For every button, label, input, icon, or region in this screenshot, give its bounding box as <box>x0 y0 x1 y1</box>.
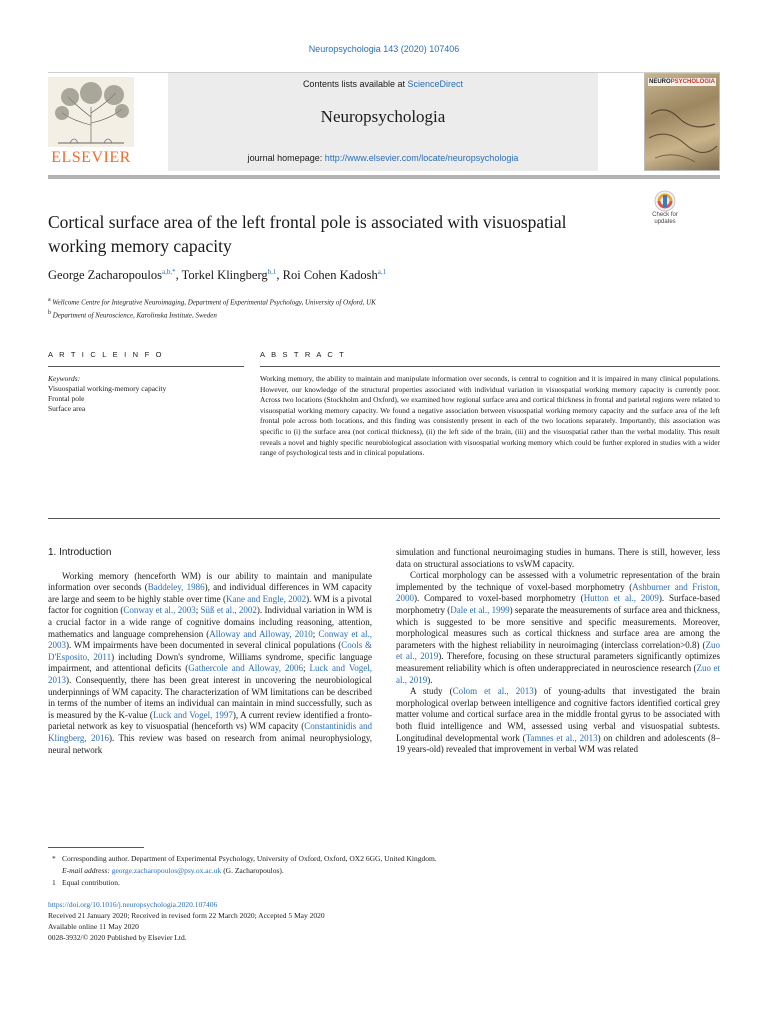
footnote-text: Corresponding author. Department of Experimental Psychology, University of Oxford, Oxford, OX2 6GG, United Kingdom. <box>62 854 437 863</box>
body-text: ; <box>303 663 310 674</box>
reference-link[interactable]: Conway et al., 2003 <box>123 605 196 616</box>
journal-citation[interactable]: Neuropsychologia 143 (2020) 107406 <box>308 44 460 54</box>
article-info-divider <box>48 366 244 367</box>
cover-artwork <box>645 74 719 170</box>
intro-paragraph-2 <box>396 570 720 686</box>
reference-link[interactable]: Zuo et al., 2019 <box>396 662 720 685</box>
reference-link[interactable]: Baddeley, 1986 <box>147 582 205 593</box>
email-suffix: (G. Zacharopoulos). <box>223 866 284 875</box>
journal-banner <box>168 73 598 171</box>
author-affil-mark[interactable]: a,1 <box>377 268 387 276</box>
body-text: A study ( <box>410 686 453 697</box>
homepage-line <box>168 153 598 163</box>
abstract-bottom-divider <box>48 518 720 519</box>
body-text: ). WM is a pivotal factor for cognition ( <box>48 593 372 616</box>
body-text: Cortical morphology can be assessed with a volumetric representation of the brain implemented by the technique of voxel-based morphometry ( <box>396 570 720 592</box>
contents-prefix: Contents lists available at <box>302 79 405 89</box>
keyword-item: Visuospatial working-memory capacity <box>48 384 167 393</box>
reference-link[interactable]: Cools & D'Esposito, 2011 <box>48 640 372 662</box>
available-online: Available online 11 May 2020 <box>48 922 139 931</box>
received-dates: Received 21 January 2020; Received in revised form 22 March 2020; Accepted 5 May 2020 <box>48 911 325 920</box>
sciencedirect-link[interactable]: ScienceDirect <box>407 79 464 89</box>
affiliation-mark: b <box>48 310 51 317</box>
reference-link[interactable]: Conway et al., 2003 <box>48 628 372 651</box>
reference-link[interactable]: Constantinidis and Klingberg, 2016 <box>48 721 372 743</box>
body-text: ). Surface-based morphometry ( <box>396 593 720 615</box>
author-name[interactable]: Roi Cohen Kadosh <box>282 268 378 283</box>
author-name[interactable]: George Zacharopoulos <box>48 268 162 283</box>
body-text: ). Therefore, focusing on these structural parameters significantly optimizes measurement reliability which is often underappreciated in neuroscience research ( <box>396 651 720 673</box>
reference-link[interactable]: Kane and Engle, 2002 <box>225 593 307 604</box>
reference-link[interactable]: Alloway and Alloway, 2010 <box>209 628 313 639</box>
body-text: ). <box>427 674 433 685</box>
abstract-text: Working memory, the ability to maintain and manipulate information over seconds, is central to cognition and it is impaired in many clinical populations. However, our knowledge of the structural properties associated with individual variation in visuospatial working memory capacity is currently poor. Across two locations (Stockholm and Oxford), we examined how regional surface area and cortical thickness in frontal and parietal regions were related to visuospatial working memory capacity. We found a negative association between visuospatial working memory capacity and the surface area of the left frontal pole across both locations, and this finding was consistently present in each of the two locations separately. Importantly, this association was specific to (i) the surface area (not cortical thickness), (ii) the left side of the brain, (iii) and the visuospatial rather than the verbal modality. This result reveals a novel and highly specific neurobiological association with visuospatial working memory which could be further explored in studies with a wider range of psychological tests and in clinical populations. <box>260 374 720 458</box>
cover-title-part1: NEURO <box>649 79 671 85</box>
keywords-label: Keywords: <box>48 374 81 383</box>
body-text: ). Consequently, there has been great interest in uncovering the neurobiological underpinnings of WM capacity. The characterization of WM limitations can be described in terms of the number of items an individual can maintain in mind successfully, such as is measured by the K-value ( <box>48 674 372 720</box>
reference-link[interactable]: Luck and Vogel, 1997 <box>152 709 233 720</box>
reference-link[interactable]: Süß et al., 2002 <box>200 605 257 616</box>
email-label: E-mail address: <box>62 866 110 875</box>
reference-link[interactable]: Dale et al., 1999 <box>450 604 510 615</box>
section-heading-introduction: 1. Introduction <box>48 547 112 558</box>
journal-title[interactable]: Neuropsychologia <box>320 107 446 126</box>
body-text: ). Compared to voxel-based morphometry ( <box>414 593 584 604</box>
crossmark-label: Check for updates <box>652 212 678 225</box>
abstract-heading: A B S T R A C T <box>260 350 346 359</box>
author-affil-mark[interactable]: b,1 <box>267 268 277 276</box>
contents-line <box>168 79 598 89</box>
intro-paragraph-continued: simulation and functional neuroimaging studies in humans. There is still, however, less data on structural associations to vsWM capacity. <box>396 547 720 569</box>
email-link[interactable]: george.zacharopoulos@psy.ox.ac.uk <box>111 866 222 875</box>
reference-link[interactable]: Zuo et al., 2019 <box>396 639 720 662</box>
body-text: ), A current review identified a fronto-parietal network as key to visuospatial (henceforth vs) WM capacity ( <box>48 709 372 732</box>
body-text: ) on children and adolescents (8–19 years-old) revealed that improvement in verbal WM was related <box>396 732 720 755</box>
publication-info <box>48 899 720 943</box>
body-text: ). WM impairments have been documented in several clinical populations ( <box>66 640 342 651</box>
footnote-text: Equal contribution. <box>62 878 120 887</box>
reference-link[interactable]: Tamnes et al., 2013 <box>525 732 598 743</box>
body-text: ; <box>312 628 319 639</box>
body-column-right <box>396 547 720 756</box>
footnote-equal <box>48 877 720 889</box>
homepage-label: journal homepage: <box>247 153 323 163</box>
keyword-item: Frontal pole <box>48 394 85 403</box>
body-text: ) separate the measurements of surface area and thickness, which is suggested to be more sensitive and specific measurements. Moreover, morphological measures such as cortical thickness and surface area are among the parameters with the highest reliability in neuroimaging (interclass correlation>0.8) ( <box>396 604 720 650</box>
check-for-updates-badge[interactable] <box>648 190 682 234</box>
keyword-item: Surface area <box>48 404 86 413</box>
abstract-divider <box>260 366 720 367</box>
copyright: 0028-3932/© 2020 Published by Elsevier Ltd. <box>48 933 187 942</box>
affiliation-mark: a <box>48 297 51 303</box>
reference-link[interactable]: Colom et al., 2013 <box>452 686 534 697</box>
body-text: ). This review was based on research from animal neurophysiology, neural network <box>48 732 372 755</box>
doi-link[interactable]: https://doi.org/10.1016/j.neuropsychologia.2020.107406 <box>48 900 218 909</box>
journal-cover-image[interactable] <box>644 73 720 171</box>
affiliation-text: Wellcome Centre for Integrative Neuroimaging, Department of Experimental Psychology, University of Oxford, UK <box>52 298 376 307</box>
reference-link[interactable]: Ashburner and Friston, 2000 <box>396 581 720 604</box>
body-text: ). Individual variation in WM is a crucial factor in a wide range of cognitive domains including reasoning, attention, mathematics and language comprehension ( <box>48 605 372 639</box>
footnote-corresponding <box>48 853 720 865</box>
affiliations <box>48 295 668 322</box>
elsevier-logo[interactable] <box>48 73 134 171</box>
footnote-mark: * <box>52 854 56 863</box>
crossmark-icon <box>648 190 682 212</box>
body-text: ), and individual differences in WM capacity are large and seem to be highly stable over time ( <box>48 582 372 604</box>
body-text: ; <box>195 605 201 616</box>
intro-paragraph-1 <box>48 571 372 757</box>
reference-link[interactable]: Hutton et al., 2009 <box>583 593 659 604</box>
reference-link[interactable]: Gathercole and Alloway, 2006 <box>188 663 303 674</box>
affiliation-text: Department of Neuroscience, Karolinska Institute, Sweden <box>52 311 217 320</box>
paper-title: Cortical surface area of the left frontal pole is associated with visuospatial working memory capacity <box>48 212 567 256</box>
author-name[interactable]: Torkel Klingberg <box>181 268 268 283</box>
keywords-block <box>48 374 244 414</box>
author-affil-mark[interactable]: a,b,* <box>161 268 176 276</box>
body-text: Working memory (henceforth WM) is our ability to maintain and manipulate information over seconds ( <box>48 570 372 593</box>
intro-paragraph-3 <box>396 686 720 756</box>
footnotes <box>48 853 720 889</box>
journal-header <box>48 72 720 179</box>
article-info-heading: A R T I C L E I N F O <box>48 350 164 359</box>
affiliation-item <box>48 308 668 321</box>
body-text: ) of young-adults that investigated the brain morphological overlap between intelligence and cognitive factors identified cortical grey matter volume and cortical surface area in the middle frontal gyrus to be associated with both fluid intelligence and WM, assessed using verbal and visuospatial subtests. Longitudinal developmental work ( <box>396 686 720 743</box>
publisher-name: ELSEVIER <box>51 149 131 166</box>
body-column-left <box>48 547 372 756</box>
cover-title-part2: PSYCHOLOGIA <box>670 79 716 85</box>
homepage-link[interactable]: http://www.elsevier.com/locate/neuropsychologia <box>324 153 519 163</box>
footnote-email <box>48 865 720 877</box>
footnote-divider <box>48 847 144 848</box>
reference-link[interactable]: Luck and Vogel, 2013 <box>48 663 372 685</box>
body-text: ) including Down's syndrome, Williams syndrome, specific language impairment, and attentional deficits ( <box>48 651 372 674</box>
affiliation-item <box>48 295 668 308</box>
author-list: George Zacharopoulos$^{a,b,*}$, Torkel Klingberg$^{b,1}$, Roi Cohen Kadosh$^{a,1}$ <box>48 268 387 283</box>
footnote-mark: 1 <box>52 878 56 887</box>
